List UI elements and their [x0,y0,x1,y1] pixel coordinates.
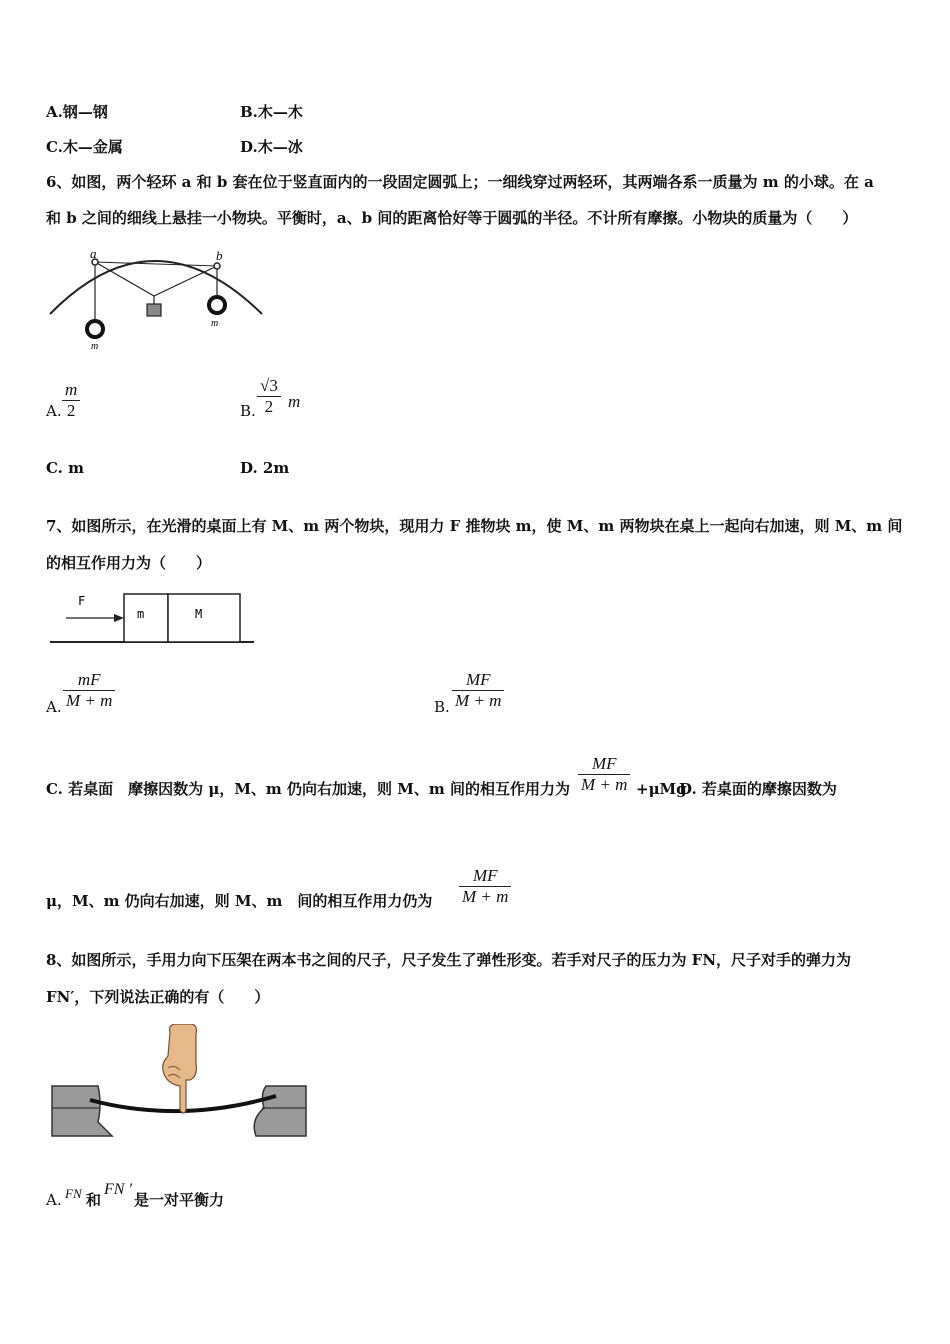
fraction-numerator: MF [472,866,498,885]
fraction-numerator: √3 [260,376,278,395]
fraction-denominator: M + m [462,887,509,906]
q8-option-a-label: A. [46,1191,62,1209]
q7-option-c-suffix: +μMg [636,780,687,798]
q6-label-a: a [90,246,97,261]
fraction-denominator: M + m [581,775,628,794]
q7-blocks-figure [50,588,260,648]
q5-option-a: A.钢—钢 [46,103,108,121]
q6-option-a-fraction [62,380,80,421]
q7-option-d-fraction [459,866,511,907]
fraction-denominator: M + m [455,691,502,710]
q7-stem-line2: 的相互作用力为（ ） [46,554,212,572]
q8-option-a-mid: 和 [86,1191,102,1209]
q6-option-b-label: B. [240,402,256,420]
q8-option-a-symbol2: FN ' [104,1181,132,1198]
q5-option-b: B.木—木 [240,103,303,121]
q7-option-b-fraction [452,670,504,711]
q6-label-m-right: m [211,318,219,329]
fraction-numerator: MF [465,670,491,689]
q7-stem-line1: 7、如图所示，在光滑的桌面上有 M、m 两个物块，现用力 F 推物块 m，使 M、m 两物块在桌上一起向右加速，则 M、m 间 [46,517,903,535]
q5-option-c: C.木—金属 [46,138,123,156]
fraction-numerator: MF [591,754,617,773]
q6-option-a-label: A. [46,402,62,420]
fraction-denominator: M + m [66,691,113,710]
q8-option-a-suffix: 是一对平衡力 [134,1191,225,1209]
q6-option-b-fraction [257,376,281,417]
q7-option-a-fraction [63,670,115,711]
q7-option-b-label: B. [434,698,450,716]
q7-label-force: F [78,594,86,608]
q6-arc-figure [44,240,274,355]
q7-option-c-fraction [578,754,630,795]
q6-label-b: b [216,248,223,263]
q6-stem-line1: 6、如图，两个轻环 a 和 b 套在位于竖直面内的一段固定圆弧上；一细线穿过两轻环，其两端各系一质量为 m 的小球。在 a [46,173,874,191]
fraction-denominator: 2 [264,397,274,416]
q7-label-m: m [137,607,145,621]
fraction-numerator: m [65,380,78,399]
q6-option-b-suffix: m [288,392,301,411]
q7-option-a-label: A. [46,698,62,716]
q8-stem-line2: FN′，下列说法正确的有（ ） [46,988,270,1006]
q7-label-M: M [195,607,203,621]
q6-option-c: C. m [46,459,84,477]
q8-option-a-symbol1: FN [65,1186,82,1201]
q8-stem-line1: 8、如图所示，手用力向下压架在两本书之间的尺子，尺子发生了弹性形变。若手对尺子的压力为 FN，尺子对手的弹力为 [46,951,852,969]
q6-label-m-left: m [91,341,99,352]
q6-stem-line2: 和 b 之间的细线上悬挂一小物块。平衡时，a、b 间的距离恰好等于圆弧的半径。不计所有摩擦。小物块的质量为（ ） [46,209,858,227]
fraction-denominator: 2 [66,401,76,420]
q7-option-d-text1: D. 若桌面的摩擦因数为 [679,780,837,798]
q8-ruler-figure [50,1024,312,1142]
fraction-numerator: mF [77,670,101,689]
q7-option-c-text: C. 若桌面 摩擦因数为 μ，M、m 仍向右加速，则 M、m 间的相互作用力为 [46,780,570,798]
q6-option-d: D. 2m [240,459,290,477]
q7-option-d-text2: μ，M、m 仍向右加速，则 M、m 间的相互作用力仍为 [46,892,433,910]
q5-option-d: D.木—冰 [240,138,303,156]
